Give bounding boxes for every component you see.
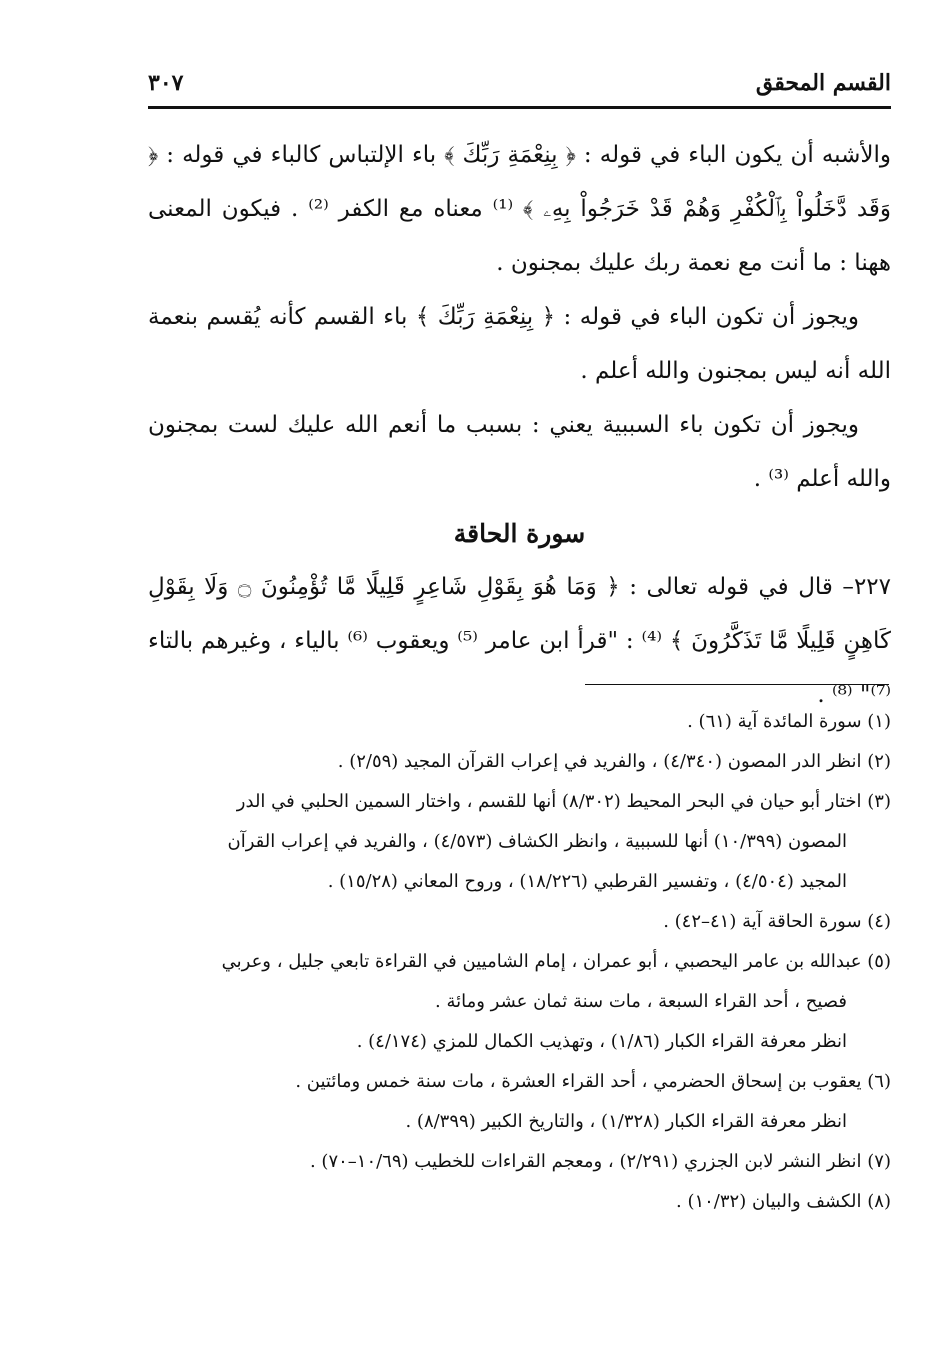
footnote-separator xyxy=(585,684,889,685)
footnote-line: (٢) انظر الدر المصون (٤/٣٤٠) ، والفريد في إعراب القرآن المجيد (٢/٥٩) . xyxy=(337,751,891,772)
paragraph-1: والأشبه أن يكون الباء في قوله : ﴿ بِنِعْمَةِ رَبِّكَ ﴾ باء الإلتباس كالباء في قوله : ﴿ وَقَد دَّخَلُواْ بِٱلْكُفْرِ وَهُمْ قَدْ خَرَجُواْ بِهِۦ ﴾ ⁽¹⁾ معناه مع الكفر ⁽²⁾ . فيكون المعنى ههنا : ما أنت مع نعمة ربك عليك بمجنون . xyxy=(148,142,891,276)
footnote-8 xyxy=(148,1182,891,1222)
header-title: القسم المحقق xyxy=(755,70,891,96)
paragraph-227: ٢٢٧– قال في قوله تعالى : ﴿ وَمَا هُوَ بِقَوْلِ شَاعِرٍ قَلِيلًا مَّا تُؤْمِنُونَ ۝ وَلَا بِقَوْلِ كَاهِنٍ قَلِيلًا مَّا تَذَكَّرُونَ ﴾ ⁽⁴⁾ : "قرأ ابن عامر ⁽⁵⁾ ويعقوب ⁽⁶⁾ بالياء ، وغيرهم بالتاء ⁽⁷⁾" ⁽⁸⁾ . xyxy=(148,574,891,708)
footnote-line: (٣) اختار أبو حيان في البحر المحيط (٨/٣٠٢) أنها للقسم ، واختار السمين الحلبي في الدر xyxy=(236,791,891,812)
footnote-6 xyxy=(148,1062,891,1142)
paragraph-3: ويجوز أن تكون باء السببية يعني : بسبب ما أنعم الله عليك لست بمجنون والله أعلم ⁽³⁾ . xyxy=(148,412,891,492)
footnote-line: المجيد (٤/٥٠٤) ، وتفسير القرطبي (١٨/٢٢٦) ، وروح المعاني (١٥/٢٨) . xyxy=(327,871,847,892)
footnote-line: (٥) عبدالله بن عامر اليحصبي ، أبو عمران ، إمام الشاميين في القراءة تابعي جليل ، وعربي xyxy=(221,951,891,972)
main-text xyxy=(148,128,891,722)
footnote-4 xyxy=(148,902,891,942)
footnote-7 xyxy=(148,1142,891,1182)
page-number: ٣٠٧ xyxy=(148,70,184,96)
footnote-line: (١) سورة المائدة آية (٦١) . xyxy=(687,711,891,732)
sura-heading: سورة الحاقة xyxy=(453,519,586,548)
paragraph-2: ويجوز أن تكون الباء في قوله : ﴿ بِنِعْمَةِ رَبِّكَ ﴾ باء القسم كأنه يُقسم بنعمة الله أنه ليس بمجنون والله أعلم . xyxy=(148,304,891,384)
footnote-line: (٤) سورة الحاقة آية (٤١–٤٢) . xyxy=(663,911,891,932)
footnote-line: انظر معرفة القراء الكبار (١/٣٢٨) ، والتاريخ الكبير (٨/٣٩٩) . xyxy=(405,1111,847,1132)
footnote-line: (٦) يعقوب بن إسحاق الحضرمي ، أحد القراء العشرة ، مات سنة خمس ومائتين . xyxy=(295,1071,891,1092)
footnotes xyxy=(148,702,891,1222)
footnote-line: (٧) انظر النشر لابن الجزري (٢/٢٩١) ، ومعجم القراءات للخطيب (١٠/٦٩–٧٠) . xyxy=(309,1151,891,1172)
footnote-3 xyxy=(148,782,891,902)
footnote-5 xyxy=(148,942,891,1062)
running-header xyxy=(148,62,891,109)
footnote-2 xyxy=(148,742,891,782)
footnote-line: انظر معرفة القراء الكبار (١/٨٦) ، وتهذيب الكمال للمزي (٤/١٧٤) . xyxy=(356,1031,847,1052)
footnote-1 xyxy=(148,702,891,742)
footnote-line: فصيح ، أحد القراء السبعة ، مات سنة ثمان عشر ومائة . xyxy=(435,991,847,1012)
footnote-line: المصون (١٠/٣٩٩) أنها للسببية ، وانظر الكشاف (٤/٥٧٣) ، والفريد في إعراب القرآن xyxy=(227,831,847,852)
footnote-line: (٨) الكشف والبيان (١٠/٣٢) . xyxy=(676,1191,891,1212)
